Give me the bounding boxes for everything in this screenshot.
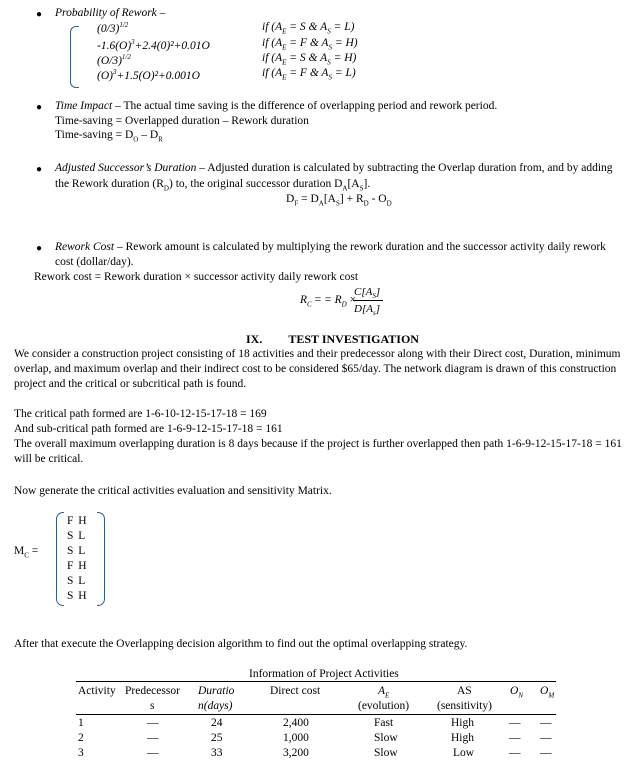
bullet-dot: ●: [36, 102, 43, 113]
cell-activity: 2: [78, 732, 84, 744]
rework-cost-definition: Rework cost = Rework duration × successor activity daily rework cost: [34, 271, 359, 283]
rework-cost-formula: $R_C$ = = $R_D$ ×: [300, 294, 357, 309]
case-condition: if ($A_E = S$ & $A_S = L$): [262, 21, 355, 36]
rework-cost-line2: cost (dollar/day).: [55, 256, 134, 268]
case-condition: if ($A_E = F$ & $A_S = H$): [262, 37, 358, 52]
paragraph-line: will be critical.: [14, 453, 84, 465]
cell-predecessor: —: [147, 747, 159, 759]
cell-on: —: [509, 717, 521, 729]
fraction-bar: [353, 300, 383, 301]
cell-on: —: [509, 732, 521, 744]
cell-om: —: [540, 732, 552, 744]
matrix-row: S L: [67, 575, 87, 587]
header-direct-cost: Direct cost: [270, 685, 321, 697]
matrix-row: S L: [67, 545, 87, 557]
matrix-left-bracket: [56, 512, 64, 606]
header-sensitivity: (sensitivity): [437, 700, 492, 712]
case-expression: $(0/3)^{1/2}$: [97, 21, 129, 35]
header-evolution: (evolution): [358, 700, 410, 712]
case-expression: $-1.6(O)^3+2.4(0)^2+0.01O$: [97, 38, 210, 52]
matrix-right-bracket: [97, 512, 105, 606]
cell-direct-cost: 3,200: [283, 747, 309, 759]
case-condition: if ($A_E = S$ & $A_S = H$): [262, 52, 357, 67]
cell-as: High: [451, 717, 474, 729]
rework-probability-heading: Probability of Rework –: [55, 7, 166, 19]
bullet-dot: ●: [36, 164, 43, 175]
paragraph-line: overlap, and maximum overlap and their indirect cost to be considered $65/day. The network diagram is drawn of this construction: [14, 363, 617, 375]
header-as: AS: [457, 685, 472, 697]
matrix-row: F H: [67, 560, 88, 572]
fraction-denominator: $D[A_s]$: [354, 303, 380, 318]
case-expression: $(O/3)^{1/2}$: [97, 53, 131, 67]
header-duration: Duratio: [198, 685, 235, 697]
header-on: $O_N$: [510, 685, 523, 700]
case-condition: if ($A_E = F$ & $A_S = L$): [262, 67, 356, 82]
paragraph-line: The overall maximum overlapping duration is 8 days because if the project is further overlapped then path 1-6-9-12-15-17-18 = 161: [14, 438, 622, 450]
header-activity: Activity: [78, 685, 116, 697]
table-top-rule: [76, 681, 556, 682]
cell-om: —: [540, 747, 552, 759]
cell-duration: 33: [211, 747, 223, 759]
header-predecessor-cont: s: [150, 700, 155, 712]
paragraph-line: We consider a construction project consisting of 18 activities and their predecessor along with their Direct cost, Duration, minimum: [14, 348, 621, 360]
matrix-row: F H: [67, 515, 88, 527]
cell-activity: 1: [78, 717, 84, 729]
section-heading: IX. TEST INVESTIGATION: [246, 332, 419, 346]
time-saving-line: Time-saving = Overlapped duration – Rework duration: [55, 115, 309, 127]
bullet-dot: ●: [36, 9, 43, 20]
cell-direct-cost: 1,000: [283, 732, 309, 744]
adjusted-duration-formula: $D_F = D_A[A_S] + R_D - O_D$: [286, 193, 392, 208]
cell-predecessor: —: [147, 732, 159, 744]
case-expression: $(O)^3+1.5(O)^2+0.001O$: [97, 68, 200, 82]
cell-duration: 25: [211, 732, 223, 744]
cell-om: —: [540, 717, 552, 729]
cell-ae: Slow: [374, 732, 398, 744]
matrix-intro: Now generate the critical activities evaluation and sensitivity Matrix.: [14, 485, 332, 497]
matrix-row: S L: [67, 530, 87, 542]
adjusted-duration-paragraph: Adjusted Successor’s Duration – Adjusted duration is calculated by subtracting the Overlap duration from, and by adding: [55, 162, 613, 174]
cell-as: Low: [453, 747, 475, 759]
cell-on: —: [509, 747, 521, 759]
paragraph-line: project and the critical or subcritical path is found.: [14, 378, 247, 390]
paragraph-line: The critical path formed are 1-6-10-12-15-17-18 = 169: [14, 408, 267, 420]
time-saving-formula: Time-saving = $D_O - D_R$: [55, 129, 163, 144]
adjusted-duration-line2: the Rework duration $(R_D)$ to, the original successor duration $D_A[A_S]$.: [55, 178, 371, 193]
cases-brace: [70, 26, 79, 88]
algorithm-intro: After that execute the Overlapping decision algorithm to find out the optimal overlapping strategy.: [14, 638, 468, 650]
table-caption: Information of Project Activities: [249, 668, 399, 680]
header-predecessor: Predecessor: [125, 685, 180, 697]
header-ae: $A_E$: [378, 685, 390, 700]
matrix-label: $M_C$ =: [14, 545, 39, 560]
header-duration-cont: n(days): [198, 700, 233, 712]
cell-ae: Slow: [374, 747, 398, 759]
cell-activity: 3: [78, 747, 84, 759]
cell-as: High: [451, 732, 474, 744]
table-header-rule: [76, 714, 556, 715]
cell-duration: 24: [211, 717, 223, 729]
fraction-numerator: $C[A_S]$: [354, 286, 381, 301]
cell-predecessor: —: [147, 717, 159, 729]
bullet-dot: ●: [36, 243, 43, 254]
cell-direct-cost: 2,400: [283, 717, 309, 729]
rework-cost-paragraph: Rework Cost – Rework amount is calculated by multiplying the rework duration and the successor activity daily rework: [55, 241, 606, 253]
cell-ae: Fast: [374, 717, 394, 729]
header-om: $O_M$: [540, 685, 555, 700]
time-impact-paragraph: Time Impact – The actual time saving is the difference of overlapping period and rework period.: [55, 100, 498, 112]
paragraph-line: And sub-critical path formed are 1-6-9-12-15-17-18 = 161: [14, 423, 283, 435]
matrix-row: S H: [67, 590, 88, 602]
